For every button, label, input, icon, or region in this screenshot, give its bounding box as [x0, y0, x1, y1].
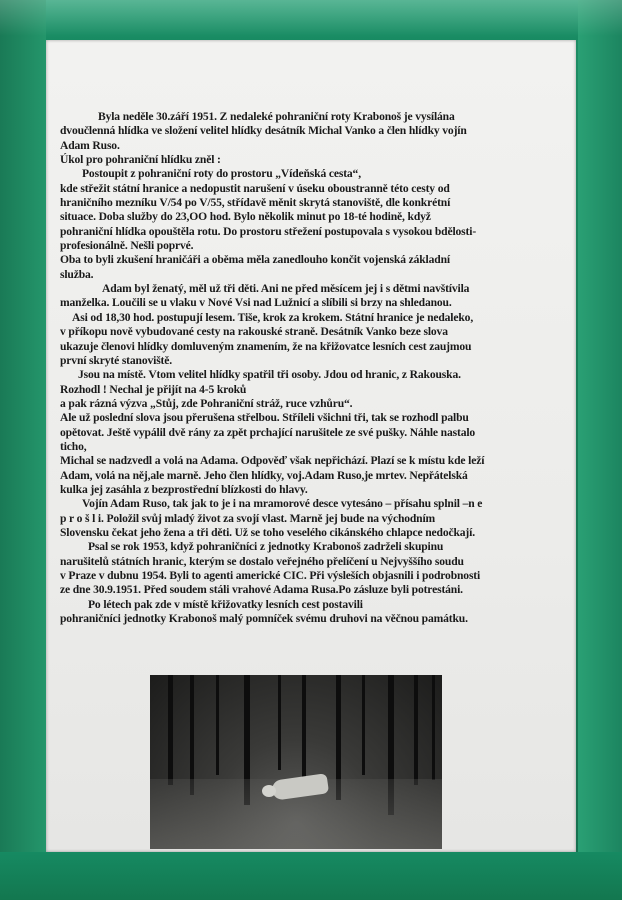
text-line: ticho, [60, 439, 87, 453]
board-frame-bottom [0, 852, 622, 900]
text-line: kde střežit státní hranice a nedopustit narušení v úseku oboustranně této cesty od [60, 181, 450, 195]
text-line: ze dne 30.9.1951. Před soudem stáli vrahové Adama Rusa.Po zásluze byli potrestáni. [60, 583, 463, 597]
text-line: manželka. Loučili se u vlaku v Nové Vsi nad Lužnicí a slíbili si brzy na shledanou. [60, 296, 452, 310]
tree-trunk [362, 675, 365, 775]
text-line: narušitelů státních hranic, kterým se dostalo veřejného přelíčení u Nejvyššího soudu [60, 554, 464, 568]
text-line: dvoučlenná hlídka ve složení velitel hlídky desátník Michal Vanko a člen hlídky vojín [60, 124, 467, 138]
text-line: v Praze v dubnu 1954. Byli to agenti americké CIC. Při výsleších objasnili i podrobnosti [60, 569, 481, 582]
text-line: Asi od 18,30 hod. postupují lesem. Tiše, krok za krokem. Státní hranice je nedaleko, [72, 310, 474, 324]
notice-text [60, 110, 562, 626]
text-line: profesionálně. Nešli poprvé. [60, 239, 194, 253]
forest-photo [150, 675, 442, 849]
text-line: Ale už poslední slova jsou přerušena střelbou. Stříleli všichni tři, tak se rozhodl palbu [60, 411, 469, 425]
tree-trunk [278, 675, 281, 770]
text-line: Adam Ruso. [60, 138, 120, 152]
text-line: ukazuje členovi hlídky domluveným znamením, že na křižovatce lesních cest zaujmou [60, 339, 472, 353]
text-line: Michal se nadzvedl a volá na Adama. Odpověď však nepřichází. Plazí se k místu kde leží [60, 454, 485, 468]
tree-trunk [414, 675, 418, 785]
tree-trunk [216, 675, 219, 775]
text-line: Oba to byli zkušení hraničáři a oběma měla zanedlouho končit vojenská základní [60, 253, 450, 267]
glass-reflection [0, 0, 622, 36]
text-line: opětovat. Ještě vypálil dvě rány za zpět prchající narušitele ze své pušky. Náhle nastalo [60, 425, 476, 439]
text-line: Byla neděle 30.září 1951. Z nedaleké pohraniční roty Krabonoš je vysílána [98, 110, 455, 123]
text-line: Adam, volá na něj,ale marně. Jeho člen hlídky, voj.Adam Ruso,je mrtev. Nepřátelská [60, 468, 468, 482]
text-line: situace. Doba služby do 23,OO hod. Bylo několik minut po 18-té hodině, když [60, 210, 431, 224]
text-line: první skryté stanoviště. [60, 353, 173, 367]
notice-paper [46, 40, 576, 852]
text-line: Rozhodl ! Nechal je přijít na 4-5 kroků [60, 382, 247, 396]
fallen-soldier-head [262, 785, 276, 797]
text-line: pohraniční hlídka opouštěla rotu. Do prostoru střežení postupovala s vysokou bdělosti- [60, 224, 477, 238]
text-line: pohraničníci jednotky Krabonoš malý pomníček svému druhovi na věčnou památku. [60, 612, 468, 626]
text-line: Po létech pak zde v místě křižovatky lesních cest postavili [88, 597, 363, 611]
text-line: služba. [60, 267, 94, 281]
text-line: a pak rázná výzva „Stůj, zde Pohraniční stráž, ruce vzhůru“. [60, 396, 353, 410]
text-line: p r o š l i. Položil svůj mladý život za svojí vlast. Marně jej bude na východním [60, 511, 436, 525]
text-line: Psal se rok 1953, když pohraničníci z jednotky Krabonoš zadrželi skupinu [88, 540, 444, 554]
board-frame-right [578, 0, 622, 900]
text-line: Adam byl ženatý, měl už tři děti. Ani ne před měsícem jej i s dětmi navštívila [102, 282, 470, 296]
text-line: kulka jej zasáhla z bezprostřední blízkosti do hlavy. [60, 482, 308, 496]
text-line: hraničního mezníku V/54 po V/55, střídavě měnit skrytá stanoviště, dle konkrétní [60, 196, 451, 210]
tree-trunk [432, 675, 435, 780]
text-line: v příkopu nově vybudované cesty na rakouské straně. Desátník Vanko beze slova [60, 325, 448, 339]
text-line: Slovensku čekat jeho žena a tři děti. Už se toho veselého cikánského chlapce nedočkají. [60, 525, 475, 539]
tree-trunk [302, 675, 306, 790]
text-line: Jsou na místě. Vtom velitel hlídky spatřil tři osoby. Jdou od hranic, z Rakouska. [78, 368, 461, 382]
text-line: Postoupit z pohraniční roty do prostoru „Vídeňská cesta“, [82, 167, 361, 181]
board-frame-left [0, 0, 46, 900]
text-line: Úkol pro pohraniční hlídku zněl : [60, 153, 221, 167]
tree-trunk [190, 675, 194, 795]
text-line: Vojín Adam Ruso, tak jak to je i na mramorové desce vytesáno – přísahu splnil –n e [82, 497, 483, 511]
tree-trunk [168, 675, 173, 785]
